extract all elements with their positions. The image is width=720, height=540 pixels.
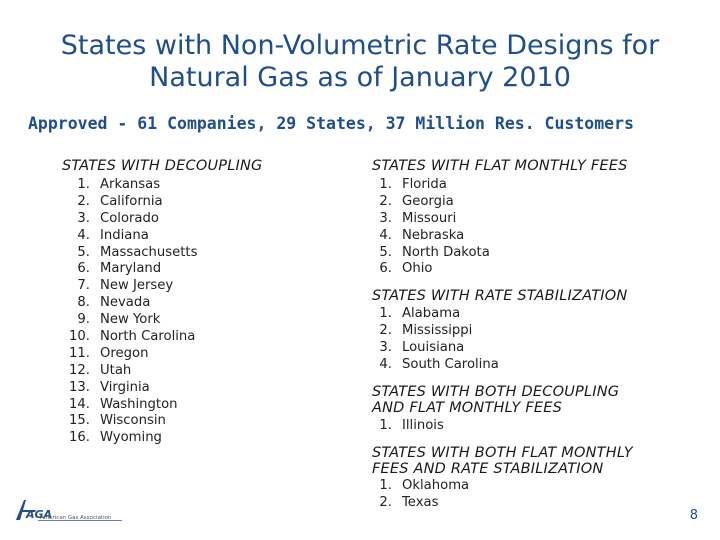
item-state: New York xyxy=(100,312,161,328)
decoupling-heading: STATES WITH DECOUPLING xyxy=(62,158,263,174)
item-number: 9. xyxy=(77,312,90,328)
list-item xyxy=(364,211,490,228)
flat-fees-list xyxy=(364,177,490,278)
both-flat-stabilization-heading xyxy=(372,445,633,477)
list-item xyxy=(62,211,197,228)
list-item xyxy=(364,323,499,340)
list-item xyxy=(364,478,469,495)
item-state: Indiana xyxy=(100,227,149,243)
both-flat-stabilization-heading-line2: FEES AND RATE STABILIZATION xyxy=(372,461,604,477)
both-decoupling-flat-heading-line1: STATES WITH BOTH DECOUPLING xyxy=(372,384,620,400)
item-number: 2. xyxy=(379,494,392,510)
item-number: 7. xyxy=(77,278,90,294)
item-number: 1. xyxy=(379,418,392,433)
item-number: 4. xyxy=(379,227,392,243)
item-number: 3. xyxy=(379,210,392,226)
item-number: 5. xyxy=(77,244,90,260)
item-state: Nevada xyxy=(100,295,151,311)
list-item xyxy=(62,430,197,447)
item-number: 1. xyxy=(379,306,392,321)
both-flat-stabilization-list xyxy=(364,478,469,512)
item-state: Oregon xyxy=(100,345,149,361)
aga-logo-name: American Gas Association xyxy=(40,515,112,521)
item-state: North Carolina xyxy=(100,329,196,345)
list-item xyxy=(364,357,499,374)
list-item xyxy=(62,278,197,295)
item-number: 4. xyxy=(379,356,392,372)
list-item xyxy=(364,245,490,262)
item-number: 16. xyxy=(69,430,90,446)
list-item xyxy=(364,306,499,323)
item-state: Wyoming xyxy=(100,430,162,446)
rate-stabilization-list xyxy=(364,306,499,374)
item-state: North Dakota xyxy=(402,244,490,260)
item-number: 8. xyxy=(77,295,90,311)
item-state: Maryland xyxy=(100,261,162,277)
both-decoupling-flat-heading xyxy=(372,384,619,416)
list-item xyxy=(364,418,444,435)
page-number: 8 xyxy=(689,508,698,523)
item-state: Louisiana xyxy=(402,339,465,355)
item-state: Texas xyxy=(402,494,439,510)
item-number: 1. xyxy=(77,177,90,192)
list-item xyxy=(62,177,197,194)
list-item xyxy=(62,295,197,312)
item-number: 15. xyxy=(69,413,90,429)
list-item xyxy=(62,346,197,363)
item-state: Florida xyxy=(402,177,447,192)
list-item xyxy=(62,363,197,380)
both-decoupling-flat-heading-line2: AND FLAT MONTHLY FEES xyxy=(372,400,563,416)
aga-logo xyxy=(12,496,122,526)
list-item xyxy=(364,495,469,512)
item-number: 10. xyxy=(69,329,90,345)
item-state: Nebraska xyxy=(402,227,465,243)
item-state: Arkansas xyxy=(100,177,161,192)
list-item xyxy=(62,312,197,329)
item-number: 12. xyxy=(69,362,90,378)
page-title xyxy=(0,30,720,94)
list-item xyxy=(364,194,490,211)
item-number: 1. xyxy=(379,478,392,493)
item-state: Illinois xyxy=(402,418,444,433)
flat-fees-heading: STATES WITH FLAT MONTHLY FEES xyxy=(372,158,628,174)
list-item xyxy=(62,380,197,397)
page-title-line1: States with Non-Volumetric Rate Designs for xyxy=(60,30,660,61)
list-item xyxy=(364,228,490,245)
aga-logo-mark: AGA xyxy=(26,508,53,521)
item-state: Massachusetts xyxy=(100,244,198,260)
list-item xyxy=(364,261,490,278)
list-item xyxy=(62,228,197,245)
item-number: 5. xyxy=(379,244,392,260)
item-state: Wisconsin xyxy=(100,413,166,429)
item-number: 2. xyxy=(379,193,392,209)
item-number: 11. xyxy=(69,345,90,361)
list-item xyxy=(62,329,197,346)
list-item xyxy=(62,261,197,278)
item-state: Virginia xyxy=(100,379,150,395)
item-number: 6. xyxy=(379,261,392,277)
item-state: Alabama xyxy=(402,306,461,321)
item-number: 3. xyxy=(77,210,90,226)
list-item xyxy=(364,177,490,194)
list-item xyxy=(62,397,197,414)
item-number: 13. xyxy=(69,379,90,395)
item-state: South Carolina xyxy=(402,356,499,372)
list-item xyxy=(62,413,197,430)
list-item xyxy=(62,194,197,211)
page-subtitle: Approved - 61 Companies, 29 States, 37 Million Res. Customers xyxy=(28,114,634,133)
item-number: 2. xyxy=(379,322,392,338)
item-state: Missouri xyxy=(402,210,457,226)
rate-stabilization-heading: STATES WITH RATE STABILIZATION xyxy=(372,288,628,304)
item-number: 4. xyxy=(77,227,90,243)
item-state: New Jersey xyxy=(100,278,174,294)
item-state: Washington xyxy=(100,396,178,412)
item-number: 14. xyxy=(69,396,90,412)
item-state: Mississippi xyxy=(402,322,473,338)
item-number: 6. xyxy=(77,261,90,277)
both-decoupling-flat-list xyxy=(364,418,444,435)
item-number: 2. xyxy=(77,193,90,209)
item-state: Utah xyxy=(100,362,132,378)
item-number: 3. xyxy=(379,339,392,355)
item-state: Colorado xyxy=(100,210,159,226)
page-title-line2: Natural Gas as of January 2010 xyxy=(149,62,571,93)
item-state: California xyxy=(100,193,163,209)
list-item xyxy=(364,340,499,357)
item-number: 1. xyxy=(379,177,392,192)
list-item xyxy=(62,245,197,262)
both-flat-stabilization-heading-line1: STATES WITH BOTH FLAT MONTHLY xyxy=(372,445,633,461)
item-state: Oklahoma xyxy=(402,478,470,493)
item-state: Georgia xyxy=(402,193,454,209)
item-state: Ohio xyxy=(402,261,433,277)
decoupling-list xyxy=(62,177,197,447)
